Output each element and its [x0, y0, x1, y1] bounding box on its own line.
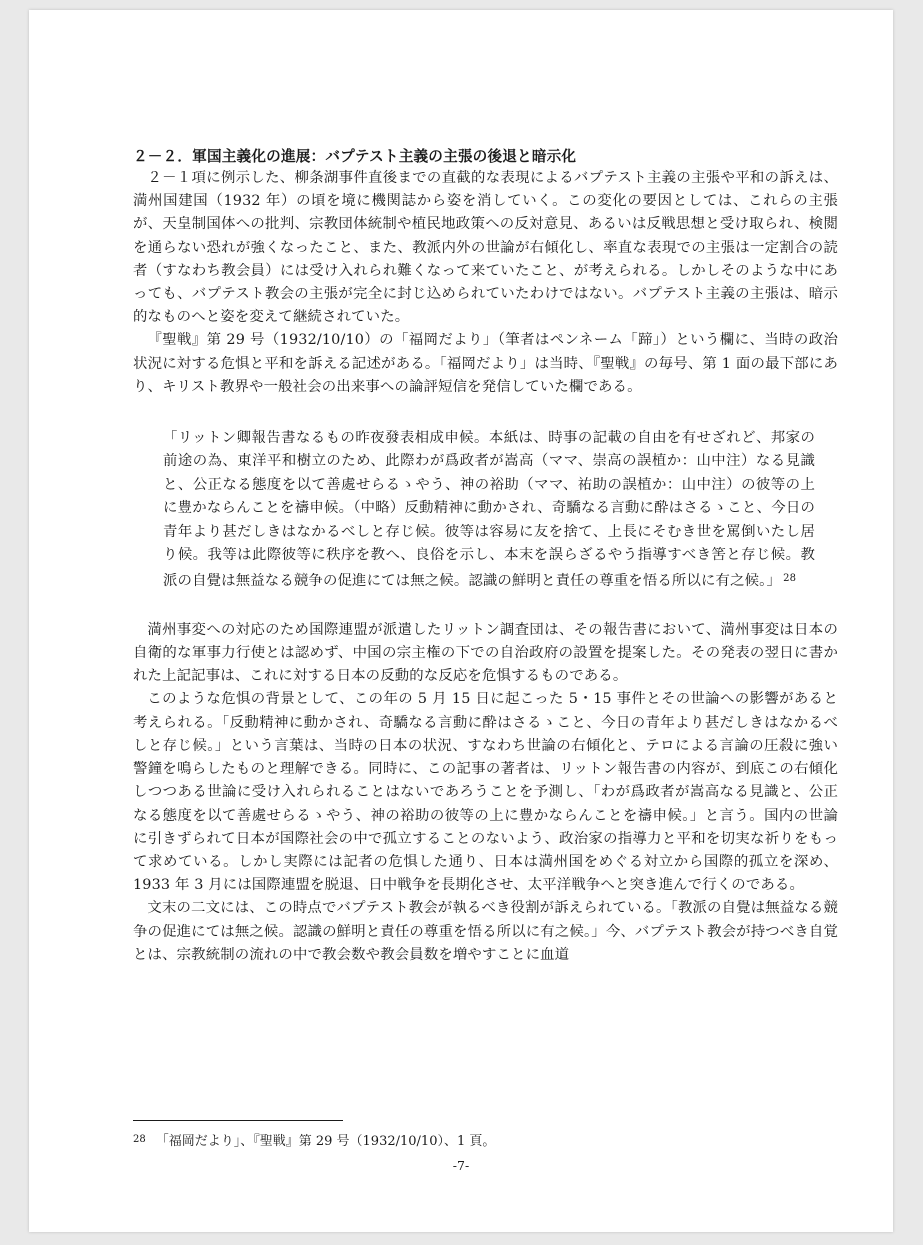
footnote — [133, 1130, 495, 1152]
page-body — [133, 147, 838, 967]
paragraph-3: 満州事変への対応のため国際連盟が派遣したリットン調査団は、その報告書において、満州事変は日本の自衛的な軍事力行使とは認めず、中国の宗主権の下での自治政府の設置を提案した。その発表の翌日に書かれた上記記事は、これに対する日本の反動的な反応を危惧するものである。 — [133, 621, 838, 685]
footnote-reference[interactable]: 28 — [783, 573, 797, 585]
page-number: -7- — [452, 1158, 470, 1173]
footnote-text: 「福岡だより」、『聖戦』第 29 号（1932/10/10）、1 頁。 — [155, 1134, 496, 1149]
paragraph-5: 文末の二文には、この時点でバプテスト教会が執るべき役割が訴えられている。「教派の自覺は無益なる競争の促進にては無之候。認識の鮮明と責任の尊重を悟る所以に有之候。」今、バプテスト教会が持つべき自覚とは、宗教統制の流れの中で教会数や教会員数を増やすことに血道 — [133, 900, 838, 963]
footnote-number: 28 — [133, 1134, 146, 1145]
paragraph-2: 『聖戦』第 29 号（1932/10/10）の「福岡だより」（筆者はペンネーム「蹄」）という欄に、当時の政治状況に対する危惧と平和を訴える記述がある。「福岡だより」は当時、『聖戦』の毎号、第 1 面の最下部にあり、キリスト教界や一般社会の出来事への論評短信を発信していた欄である。 — [133, 332, 838, 395]
footnote-divider — [133, 1120, 343, 1121]
block-quote — [163, 427, 815, 594]
paragraph-1: ２－１項に例示した、柳条湖事件直後までの直截的な表現によるバプテスト主義の主張や平和の訴えは、満州国建国（1932 年）の頃を境に機関誌から姿を消していく。この変化の要因としては、これらの主張が、天皇制国体への批判、宗教団体統制や植民地政策への反対意見、あるいは反戦思想と受け取られ、検閲を通らない恐れが強くなったこと、また、教派内外の世論が右傾化し、率直な表現での主張は一定割合の読者（すなわち教会員）には受け入れられ難くなって来ていたこと、が考えられる。しかしそのような中にあっても、バプテスト教会の主張が完全に封じ込められていたわけではない。バプテスト主義の主張は、暗示的なものへと姿を変えて継続されていた。 — [133, 170, 838, 326]
section-heading: ２－２．軍国主義化の進展：バプテスト主義の主張の後退と暗示化 — [133, 148, 577, 165]
paragraph-4: このような危惧の背景として、この年の 5 月 15 日に起こった 5・15 事件とその世論への影響があると考えられる。「反動精神に動かされ、奇驕なる言動に酔はさるゝこと、今日の青年より甚だしきはなかるべしと存じ候。」という言葉は、当時の日本の状況、すなわち世論の右傾化と、テロによる言論の圧殺に強い警鐘を鳴らしたものと理解できる。同時に、この記事の著者は、リットン報告書の内容が、到底この右傾化しつつある世論に受け入れられることはないであろうことを予測し、「わが爲政者が嵩高なる見識と、公正なる態度を以て善處せらるゝやう、神の裕助の彼等の上に豊かならんことを禱申候。」と言う。国内の世論に引きずられて日本が国際社会の中で孤立することのないよう、政治家の指導力と平和を切実な祈りをもって求めている。しかし実際には記者の危惧した通り、日本は満州国をめぐる対立から国際的孤立を深め、1933 年 3 月には国際連盟を脱退、日中戦争を長期化させ、太平洋戦争へと突き進んで行くのである。 — [133, 691, 838, 894]
document-page — [29, 10, 893, 1232]
quote-text — [163, 427, 815, 594]
quote-body: 「リットン卿報告書なるもの昨夜發表相成申候。本紙は、時事の記載の自由を有せざれど、邦家の前途の為、東洋平和樹立のため、此際わが爲政者が嵩高（ママ、崇高の誤植か：山中注）なる見識と、公正なる態度を以て善處せらるゝやう、神の裕助（ママ、祐助の誤植か：山中注）の彼等の上に豊かならんことを禱申候。（中略）反動精神に動かされ、奇驕なる言動に酔はさるゝこと、今日の青年より甚だしきはなかるべしと存じ候。彼等は容易に友を捨て、上長にそむき世を罵倒いたし居り候。我等は此際彼等に秩序を教へ、良俗を示し、本末を誤らざるやう指導すべき筈と存じ候。教派の自覺は無益なる競争の促進にては無之候。認識の鮮明と責任の尊重を悟る所以に有之候。」 — [163, 430, 815, 590]
